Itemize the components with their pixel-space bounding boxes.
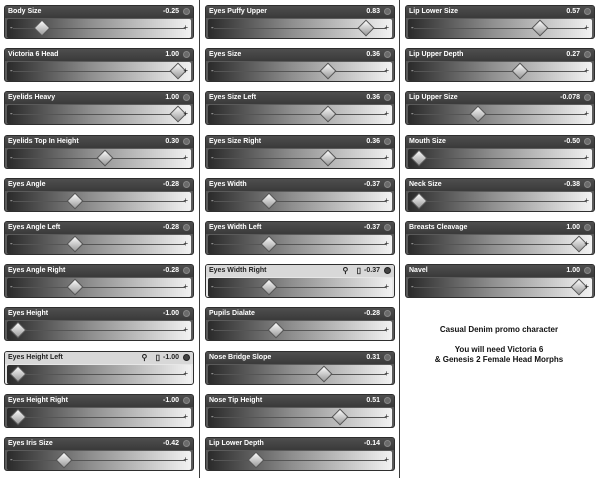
slider-label: Eyes Puffy Upper [209,8,267,15]
slider-track[interactable] [7,278,191,297]
slider-track[interactable] [7,321,191,340]
slider-label: Navel [409,267,428,275]
slider-track[interactable] [208,408,392,427]
slider-header [206,136,394,148]
slider-value[interactable]: -1.00 [163,396,179,404]
slider-label: Nose Tip Height [209,396,263,404]
track-line [414,28,586,29]
slider-label: Pupils Dialate [209,310,255,318]
minus-icon[interactable]: - [411,109,414,119]
track-line [214,71,386,72]
plus-icon[interactable]: + [183,325,188,335]
plus-icon[interactable]: + [584,195,589,205]
link-lock-icons[interactable]: ⚲ ▯ [342,266,364,276]
slider-value[interactable]: 1.00 [566,224,580,231]
slider-label: Eyes Angle Left [8,224,61,231]
track-line [414,287,586,288]
slider-eyes-size-right[interactable] [205,135,395,169]
slider-header [5,395,193,407]
slider-header [5,92,193,104]
track-line [414,114,586,115]
plus-icon[interactable]: + [183,195,188,205]
slider-track[interactable] [208,19,392,38]
minus-icon[interactable]: - [211,109,214,119]
plus-icon[interactable]: + [183,152,188,162]
slider-victoria-6-head[interactable] [4,48,194,82]
track-line [13,374,185,375]
slider-track[interactable] [408,105,592,124]
slider-track[interactable] [408,62,592,81]
plus-icon[interactable]: + [584,66,589,76]
slider-mouth-size[interactable] [405,135,595,169]
track-line [13,201,185,202]
slider-label: Lip Upper Size [409,94,458,102]
slider-track[interactable] [7,105,191,124]
slider-eyes-size-left[interactable] [205,91,395,125]
slider-value[interactable]: 1.00 [566,267,580,275]
slider-header [5,222,193,234]
gear-icon[interactable] [584,181,591,188]
slider-pupils-dialate[interactable] [205,307,395,341]
gear-icon[interactable] [584,138,591,145]
slider-lip-upper-depth[interactable] [405,48,595,82]
slider-label: Victoria 6 Head [8,51,59,59]
track-line [214,374,386,375]
gear-icon[interactable] [384,310,391,317]
slider-label: Eyes Iris Size [8,440,53,447]
slider-value[interactable]: 1.00 [165,94,179,102]
plus-icon[interactable]: + [584,239,589,248]
slider-track[interactable] [408,278,592,297]
plus-icon[interactable]: + [584,152,589,162]
gear-icon[interactable] [183,51,190,58]
slider-label: Eyes Width Right [209,267,267,275]
slider-header [5,49,193,61]
slider-knob[interactable] [56,452,73,469]
slider-header [406,92,594,104]
slider-value[interactable]: -1.00 [163,353,179,361]
slider-eyelids-top-in-height[interactable] [4,135,194,169]
slider-label: Eyes Height Right [8,396,68,404]
slider-knob[interactable] [469,106,486,123]
slider-navel[interactable] [405,264,595,298]
slider-body-size[interactable] [4,5,194,39]
slider-knob[interactable] [319,106,336,123]
minus-icon[interactable]: - [411,23,414,32]
slider-track[interactable] [7,192,191,211]
plus-icon[interactable]: + [183,368,188,378]
plus-icon[interactable]: + [183,23,188,32]
link-lock-icons[interactable]: ⚲ ▯ [141,352,163,362]
slider-value[interactable]: 1.00 [165,51,179,59]
slider-label: Eyes Angle [8,180,46,188]
track-line [214,244,386,245]
slider-knob[interactable] [512,63,529,80]
slider-value[interactable]: 0.36 [366,51,380,59]
minus-icon[interactable]: - [10,282,13,292]
gear-icon[interactable] [183,138,190,145]
gear-icon[interactable] [384,397,391,404]
slider-track[interactable] [7,19,191,38]
slider-label: Eyes Width [209,180,247,188]
slider-value[interactable]: -0.38 [564,180,580,188]
slider-track[interactable] [7,149,191,168]
slider-eyes-angle-left[interactable] [4,221,194,255]
plus-icon[interactable]: + [183,411,188,421]
slider-label: Neck Size [409,180,442,188]
slider-track[interactable] [7,408,191,427]
slider-lip-lower-depth[interactable] [205,437,395,471]
track-line [214,460,386,461]
minus-icon[interactable]: - [10,66,13,76]
slider-header [206,265,394,277]
slider-lip-upper-size[interactable] [405,91,595,125]
slider-lip-lower-size[interactable] [405,5,595,39]
slider-track[interactable] [208,451,392,470]
slider-knob[interactable] [332,408,349,425]
slider-track[interactable] [208,365,392,384]
slider-eyes-height-right[interactable] [4,394,194,428]
track-line [13,71,185,72]
promo-title: Casual Denim promo character [439,325,559,334]
plus-icon[interactable]: + [384,411,389,421]
slider-header [406,222,594,234]
track-line [13,287,185,288]
slider-value[interactable]: 0.36 [366,137,380,145]
gear-icon[interactable] [584,267,591,274]
slider-header [5,438,193,450]
minus-icon[interactable]: - [211,239,214,248]
slider-header [406,179,594,191]
minus-icon[interactable]: - [211,368,214,378]
slider-track[interactable] [208,321,392,340]
slider-knob[interactable] [247,452,264,469]
track-line [13,460,185,461]
track-line [214,330,386,331]
plus-icon[interactable]: + [384,23,389,32]
minus-icon[interactable]: - [10,23,13,32]
gear-icon[interactable] [384,94,391,101]
gear-icon[interactable] [183,440,190,447]
column-divider-2 [399,0,400,478]
plus-icon[interactable]: + [183,282,188,292]
gear-icon[interactable] [384,440,391,447]
slider-value[interactable]: -0.28 [163,180,179,188]
track-line [414,201,586,202]
slider-eyelids-heavy[interactable] [4,91,194,125]
slider-track[interactable] [208,192,392,211]
minus-icon[interactable]: - [211,195,214,205]
slider-label: Eyes Size [209,51,242,59]
track-line [214,287,386,288]
slider-value[interactable]: 0.36 [366,94,380,102]
track-line [13,417,185,418]
slider-header [406,265,594,277]
slider-track[interactable] [408,235,592,254]
plus-icon[interactable]: + [384,239,389,248]
slider-label: Lip Upper Depth [409,51,464,59]
slider-track[interactable] [208,278,392,297]
slider-eyes-height-left[interactable] [4,351,194,385]
minus-icon[interactable]: - [211,455,214,464]
slider-track[interactable] [408,149,592,168]
minus-icon[interactable]: - [10,239,13,248]
gear-icon[interactable] [384,181,391,188]
slider-value[interactable]: -0.28 [163,224,179,231]
slider-knob[interactable] [67,279,84,296]
slider-knob[interactable] [67,192,84,209]
plus-icon[interactable]: + [384,325,389,335]
column-divider-1 [199,0,200,478]
slider-nose-tip-height[interactable] [205,394,395,428]
slider-header [5,265,193,277]
minus-icon[interactable]: - [411,66,414,76]
slider-eyes-width[interactable] [205,178,395,212]
minus-icon[interactable]: - [10,152,13,162]
minus-icon[interactable]: - [10,109,13,119]
slider-knob[interactable] [260,279,277,296]
gear-icon[interactable] [384,224,391,231]
plus-icon[interactable]: + [384,195,389,205]
gear-icon[interactable] [384,138,391,145]
track-line [214,114,386,115]
slider-track[interactable] [208,235,392,254]
gear-icon[interactable] [584,51,591,58]
slider-header [206,92,394,104]
slider-nose-bridge-slope[interactable] [205,351,395,385]
minus-icon[interactable]: - [211,411,214,421]
slider-value[interactable]: 0.30 [165,137,179,145]
slider-knob[interactable] [260,192,277,209]
slider-knob[interactable] [358,20,375,37]
plus-icon[interactable]: + [183,66,188,76]
slider-value[interactable]: -1.00 [163,310,179,318]
slider-eyes-width-left[interactable] [205,221,395,255]
track-line [414,244,586,245]
slider-header [5,179,193,191]
slider-header [406,136,594,148]
slider-value[interactable]: -0.14 [364,440,380,447]
gear-icon[interactable] [584,8,591,15]
plus-icon[interactable]: + [384,152,389,162]
slider-eyes-height[interactable] [4,307,194,341]
track-line [414,71,586,72]
slider-label: Eyelids Top In Height [8,137,79,145]
slider-label: Eyes Height Left [8,353,63,361]
slider-eyes-width-right[interactable] [205,264,395,298]
promo-line-2: & Genesis 2 Female Head Morphs [434,355,564,364]
slider-value[interactable]: -0.37 [364,224,380,231]
minus-icon[interactable]: - [10,455,13,464]
minus-icon[interactable]: - [411,282,414,292]
slider-value[interactable]: 0.27 [566,51,580,59]
slider-value[interactable]: 0.51 [366,396,380,404]
slider-label: Breasts Cleavage [409,224,468,231]
plus-icon[interactable]: + [584,23,589,32]
slider-value[interactable]: -0.25 [163,8,179,15]
track-line [13,114,185,115]
gear-icon[interactable] [384,354,391,361]
slider-knob[interactable] [260,236,277,253]
slider-value[interactable]: -0.28 [163,267,179,275]
slider-header [5,136,193,148]
track-line [13,244,185,245]
slider-knob[interactable] [319,63,336,80]
slider-value[interactable]: 0.83 [366,8,380,15]
slider-header [206,222,394,234]
gear-icon[interactable] [384,8,391,15]
gear-icon[interactable] [183,181,190,188]
slider-eyes-size[interactable] [205,48,395,82]
plus-icon[interactable]: + [584,109,589,119]
track-line [13,330,185,331]
gear-icon[interactable] [183,267,190,274]
slider-value[interactable]: -0.42 [163,440,179,447]
slider-label: Eyes Angle Right [8,267,66,275]
slider-label: Eyes Size Left [209,94,257,102]
slider-header [5,352,193,364]
plus-icon[interactable]: + [584,282,589,292]
gear-icon[interactable] [584,224,591,231]
slider-eyes-angle[interactable] [4,178,194,212]
gear-icon[interactable] [384,51,391,58]
slider-label: Nose Bridge Slope [209,353,272,361]
slider-label: Eyes Width Left [209,224,262,231]
track-line [214,158,386,159]
plus-icon[interactable]: + [384,109,389,119]
slider-knob[interactable] [33,20,50,37]
gear-icon[interactable] [183,397,190,404]
slider-knob[interactable] [96,149,113,166]
minus-icon[interactable]: - [10,195,13,205]
plus-icon[interactable]: + [183,239,188,248]
gear-icon[interactable] [183,354,190,361]
slider-track[interactable] [208,105,392,124]
plus-icon[interactable]: + [384,368,389,378]
slider-value[interactable]: 0.31 [366,353,380,361]
slider-track[interactable] [408,19,592,38]
slider-header [5,6,193,18]
slider-eyes-iris-size[interactable] [4,437,194,471]
slider-label: Eyelids Heavy [8,94,56,102]
slider-value[interactable]: 0.57 [566,8,580,15]
slider-knob[interactable] [319,149,336,166]
slider-header [206,395,394,407]
slider-track[interactable] [208,149,392,168]
minus-icon[interactable]: - [411,239,414,248]
plus-icon[interactable]: + [384,66,389,76]
track-line [414,158,586,159]
track-line [214,417,386,418]
gear-icon[interactable] [183,310,190,317]
minus-icon[interactable]: - [211,66,214,76]
promo-line-1: You will need Victoria 6 [454,345,544,354]
slider-header [406,49,594,61]
slider-value[interactable]: -0.078 [560,94,580,102]
slider-knob[interactable] [315,365,332,382]
slider-label: Eyes Size Right [209,137,262,145]
slider-label: Lip Lower Depth [209,440,264,447]
slider-header [5,308,193,320]
slider-header [206,179,394,191]
slider-track[interactable] [7,235,191,254]
plus-icon[interactable]: + [183,455,188,464]
track-line [214,201,386,202]
slider-knob[interactable] [67,236,84,253]
plus-icon[interactable]: + [384,282,389,292]
gear-icon[interactable] [183,8,190,15]
gear-icon[interactable] [183,224,190,231]
slider-track[interactable] [7,365,191,384]
slider-label: Body Size [8,8,42,15]
slider-track[interactable] [7,451,191,470]
slider-header [406,6,594,18]
minus-icon[interactable]: - [211,23,214,32]
slider-eyes-angle-right[interactable] [4,264,194,298]
gear-icon[interactable] [584,94,591,101]
plus-icon[interactable]: + [384,455,389,464]
gear-icon[interactable] [183,94,190,101]
slider-value[interactable]: -0.37 [364,267,380,275]
plus-icon[interactable]: + [183,109,188,119]
slider-header [206,308,394,320]
slider-value[interactable]: -0.50 [564,137,580,145]
slider-track[interactable] [408,192,592,211]
slider-track[interactable] [7,62,191,81]
slider-knob[interactable] [532,20,549,37]
slider-label: Eyes Height [8,310,49,318]
slider-label: Lip Lower Size [409,8,459,15]
slider-value[interactable]: -0.37 [364,180,380,188]
slider-label: Mouth Size [409,137,446,145]
minus-icon[interactable]: - [211,152,214,162]
minus-icon[interactable]: - [211,282,214,292]
gear-icon[interactable] [384,267,391,274]
slider-breasts-cleavage[interactable] [405,221,595,255]
slider-neck-size[interactable] [405,178,595,212]
minus-icon[interactable]: - [211,325,214,335]
slider-eyes-puffy-upper[interactable] [205,5,395,39]
slider-value[interactable]: -0.28 [364,310,380,318]
slider-header [206,438,394,450]
slider-header [206,6,394,18]
slider-header [206,49,394,61]
slider-track[interactable] [208,62,392,81]
slider-header [206,352,394,364]
slider-knob[interactable] [268,322,285,339]
